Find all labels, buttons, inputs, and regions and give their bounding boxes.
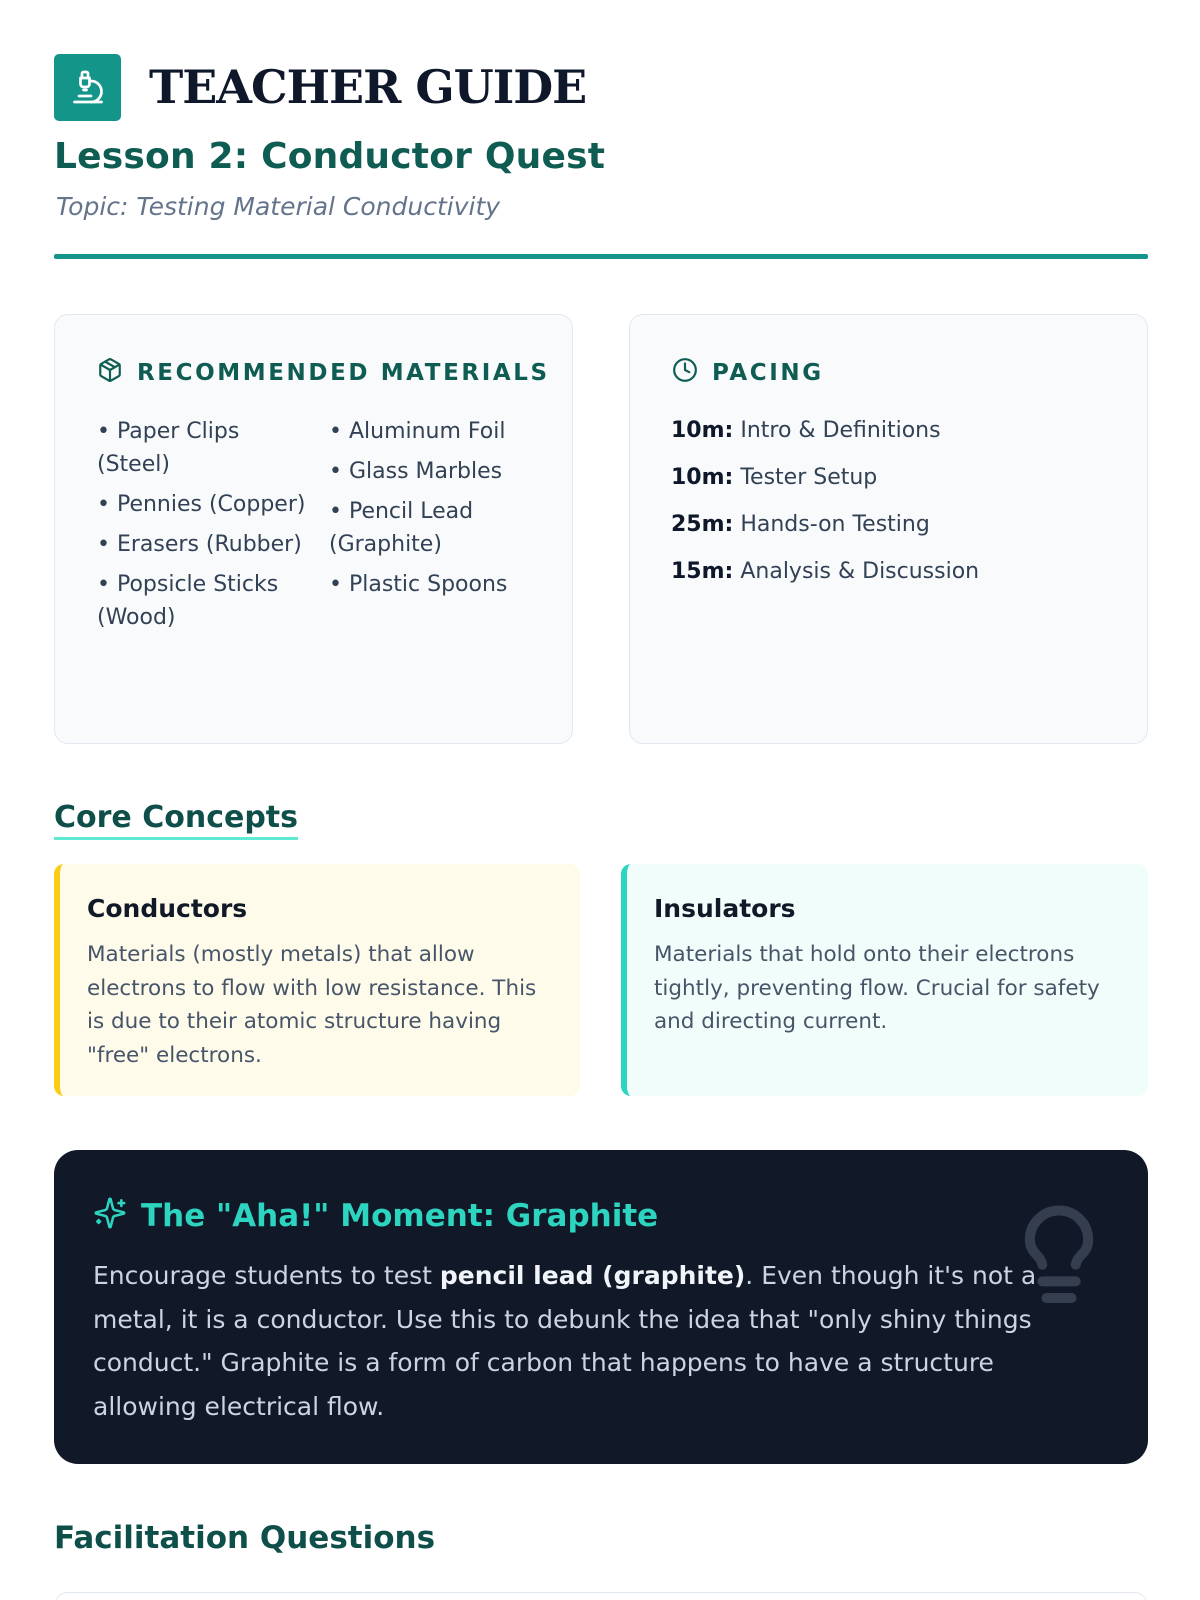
aha-text-emphasis: pencil lead (graphite) bbox=[439, 1261, 746, 1290]
pacing-heading: PACING bbox=[712, 359, 824, 386]
teacher-guide-page bbox=[54, 0, 1148, 1600]
header-divider bbox=[54, 254, 1148, 259]
pacing-time: 10m: bbox=[671, 418, 734, 443]
pacing-time: 10m: bbox=[671, 465, 734, 490]
conductors-title: Conductors bbox=[87, 894, 248, 923]
list-item: • Glass Marbles bbox=[329, 459, 503, 484]
pacing-time: 25m: bbox=[671, 512, 734, 537]
insulators-card bbox=[621, 864, 1148, 1096]
lesson-topic: Topic: Testing Material Conductivity bbox=[56, 192, 501, 221]
pacing-time: 15m: bbox=[671, 559, 734, 584]
pacing-card bbox=[629, 314, 1148, 744]
pacing-activity: Hands-on Testing bbox=[740, 512, 930, 537]
microscope-icon bbox=[54, 54, 121, 121]
lesson-title: Lesson 2: Conductor Quest bbox=[54, 136, 606, 177]
list-item: • Pennies (Copper) bbox=[97, 492, 306, 517]
header bbox=[54, 54, 586, 120]
list-item: • Plastic Spoons bbox=[329, 572, 508, 597]
aha-text-intro: Encourage students to test bbox=[93, 1261, 440, 1290]
list-item: • Aluminum Foil bbox=[329, 419, 506, 444]
list-item: • Popsicle Sticks (Wood) bbox=[97, 572, 279, 630]
conductors-card bbox=[54, 864, 580, 1096]
guide-title: TEACHER GUIDE bbox=[149, 60, 587, 114]
materials-header bbox=[97, 357, 550, 388]
materials-heading: RECOMMENDED MATERIALS bbox=[137, 359, 550, 386]
facilitation-heading: Facilitation Questions bbox=[54, 1520, 436, 1556]
pacing-header bbox=[672, 357, 824, 388]
box-icon bbox=[97, 357, 123, 388]
sparkles-icon bbox=[93, 1196, 127, 1235]
pacing-item bbox=[671, 461, 979, 495]
aha-moment-card bbox=[54, 1150, 1148, 1464]
conductors-text: Materials (mostly metals) that allow electrons to flow with low resistance. This is due to their atomic structure having "free" electrons. bbox=[87, 942, 537, 1068]
pacing-list bbox=[671, 414, 979, 602]
list-item: • Paper Clips (Steel) bbox=[97, 419, 240, 477]
facilitation-card bbox=[54, 1592, 1148, 1600]
core-concepts-heading: Core Concepts bbox=[54, 800, 298, 840]
materials-list-right bbox=[329, 415, 544, 608]
aha-text-rest: . Even though it's not a metal, it is a conductor. Use this to debunk the idea that "only shiny things conduct." Graphite is a form of carbon that happens to have a structure allowing electrical flow. bbox=[93, 1261, 1037, 1421]
list-item: • Pencil Lead (Graphite) bbox=[329, 499, 474, 557]
aha-title: The "Aha!" Moment: Graphite bbox=[141, 1197, 659, 1234]
clock-icon bbox=[672, 357, 698, 388]
aha-text bbox=[93, 1254, 1103, 1428]
list-item: • Erasers (Rubber) bbox=[97, 532, 302, 557]
materials-list-left bbox=[97, 415, 307, 641]
pacing-item bbox=[671, 414, 979, 448]
pacing-activity: Analysis & Discussion bbox=[740, 559, 980, 584]
insulators-text: Materials that hold onto their electrons tightly, preventing flow. Crucial for safety and directing current. bbox=[654, 942, 1100, 1034]
aha-header bbox=[93, 1196, 658, 1235]
pacing-activity: Tester Setup bbox=[740, 465, 878, 490]
pacing-item bbox=[671, 555, 979, 589]
pacing-activity: Intro & Definitions bbox=[740, 418, 941, 443]
materials-card bbox=[54, 314, 573, 744]
insulators-title: Insulators bbox=[654, 894, 796, 923]
pacing-item bbox=[671, 508, 979, 542]
